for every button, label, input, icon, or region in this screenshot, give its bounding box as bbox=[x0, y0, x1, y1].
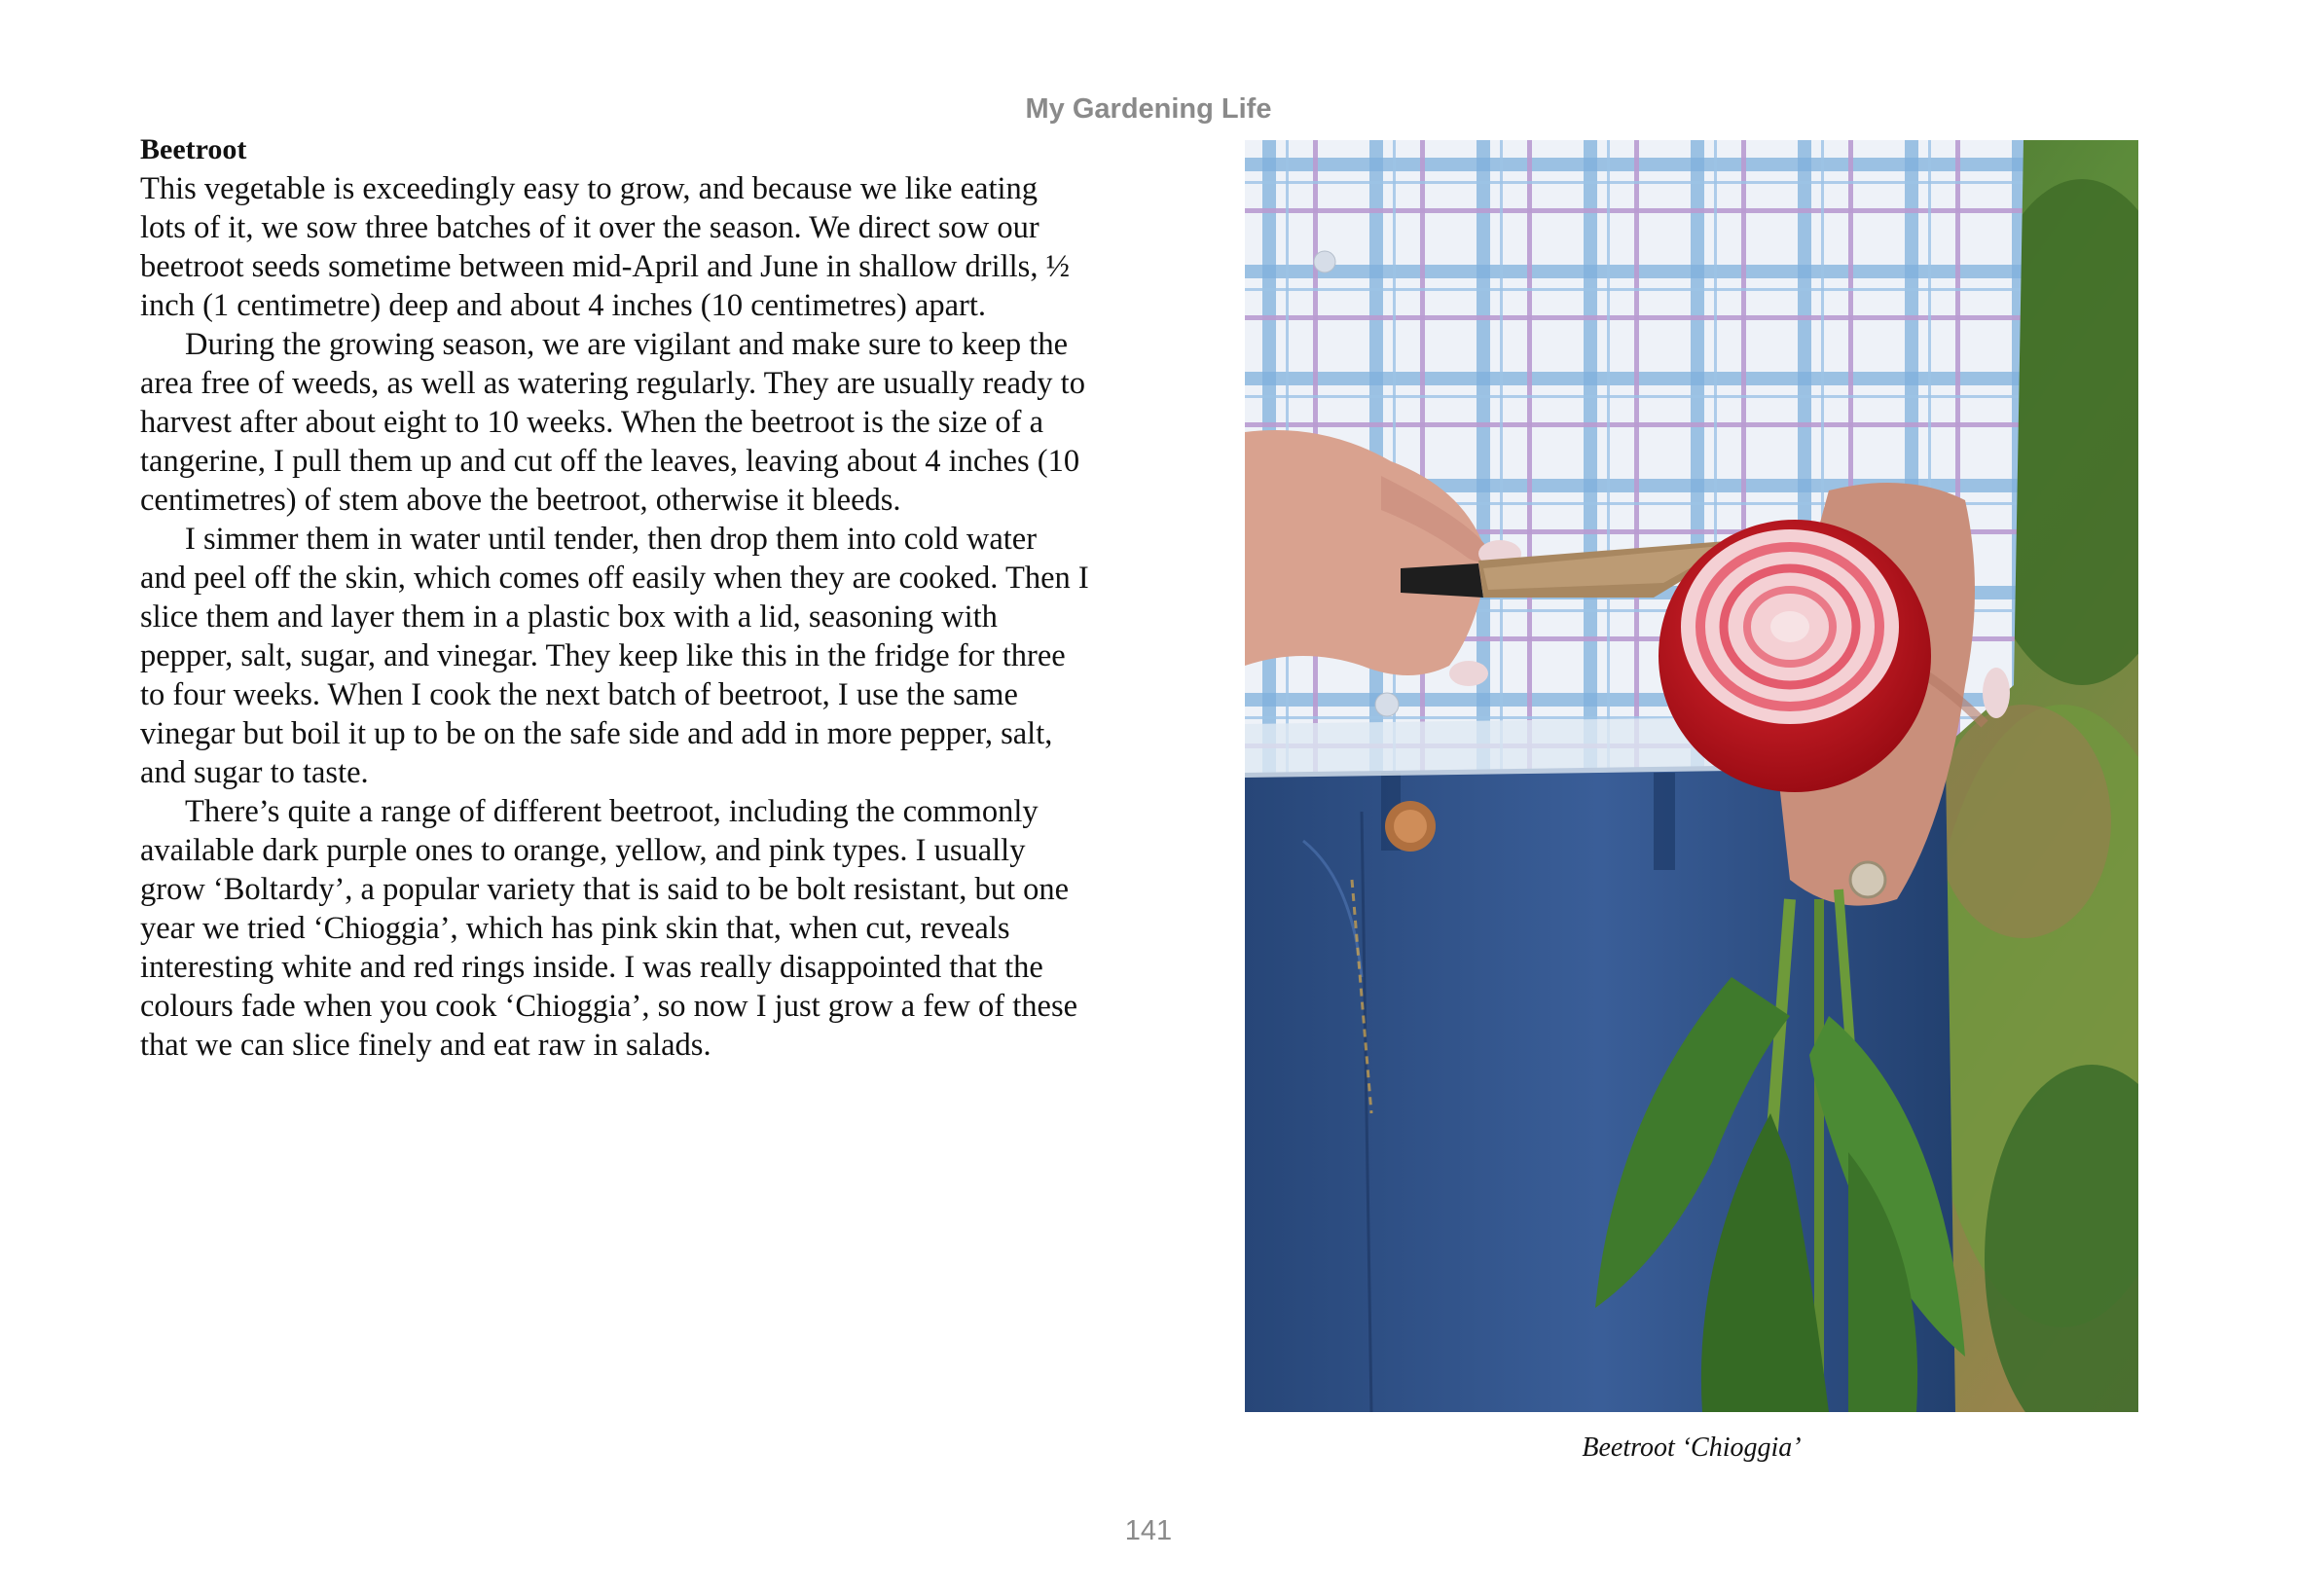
photo-caption: Beetroot ‘Chioggia’ bbox=[1582, 1433, 1802, 1463]
page-number: 141 bbox=[1124, 1515, 1173, 1546]
paragraph-3: I simmer them in water until tender, then drop them into cold water and peel off the skin, which comes off easily when they are cooked. Then I slice them and layer them in a plastic box with a lid, seasoning with pepper, salt, sugar, and vinegar. They keep like this in the fridge for three to four weeks. When I cook the next batch of beetroot, I use the same vinegar but boil it up to be on the safe side and add in more pepper, salt, and sugar to taste. bbox=[140, 522, 1089, 790]
paragraph-2: During the growing season, we are vigilant and make sure to keep the area free of weeds, as well as watering regularly. They are usually ready to harvest after about eight to 10 weeks. When the beetroot is the size of a tangerine, I pull them up and cut off the leaves, leaving about 4 inches (10 centimetres) of stem above the beetroot, otherwise it bleeds. bbox=[140, 327, 1085, 518]
section-heading: Beetroot bbox=[140, 133, 247, 165]
paragraph-1: This vegetable is exceedingly easy to grow, and because we like eating lots of it, we sow three batches of it over the season. We direct sow our beetroot seeds sometime between mid-April and June in shallow drills, ½ inch (1 centimetre) deep and about 4 inches (10 centimetres) apart. bbox=[140, 171, 1070, 323]
book-title: My Gardening Life bbox=[1025, 93, 1272, 125]
paragraph-4: There’s quite a range of different beetroot, including the commonly available dark purple ones to orange, yellow, and pink types. I usually grow ‘Boltardy’, a popular variety that is said to be bolt resistant, but one year we tried ‘Chioggia’, which has pink skin that, when cut, reveals interesting white and red rings inside. I was really disappointed that the colours fade when you cook ‘Chioggia’, so now I just grow a few of these that we can slice finely and eat raw in salads. bbox=[140, 794, 1078, 1063]
text-column bbox=[140, 130, 1089, 1065]
beetroot-photo bbox=[1245, 140, 2138, 1412]
beetroot-photo-illustration bbox=[1245, 140, 2138, 1412]
